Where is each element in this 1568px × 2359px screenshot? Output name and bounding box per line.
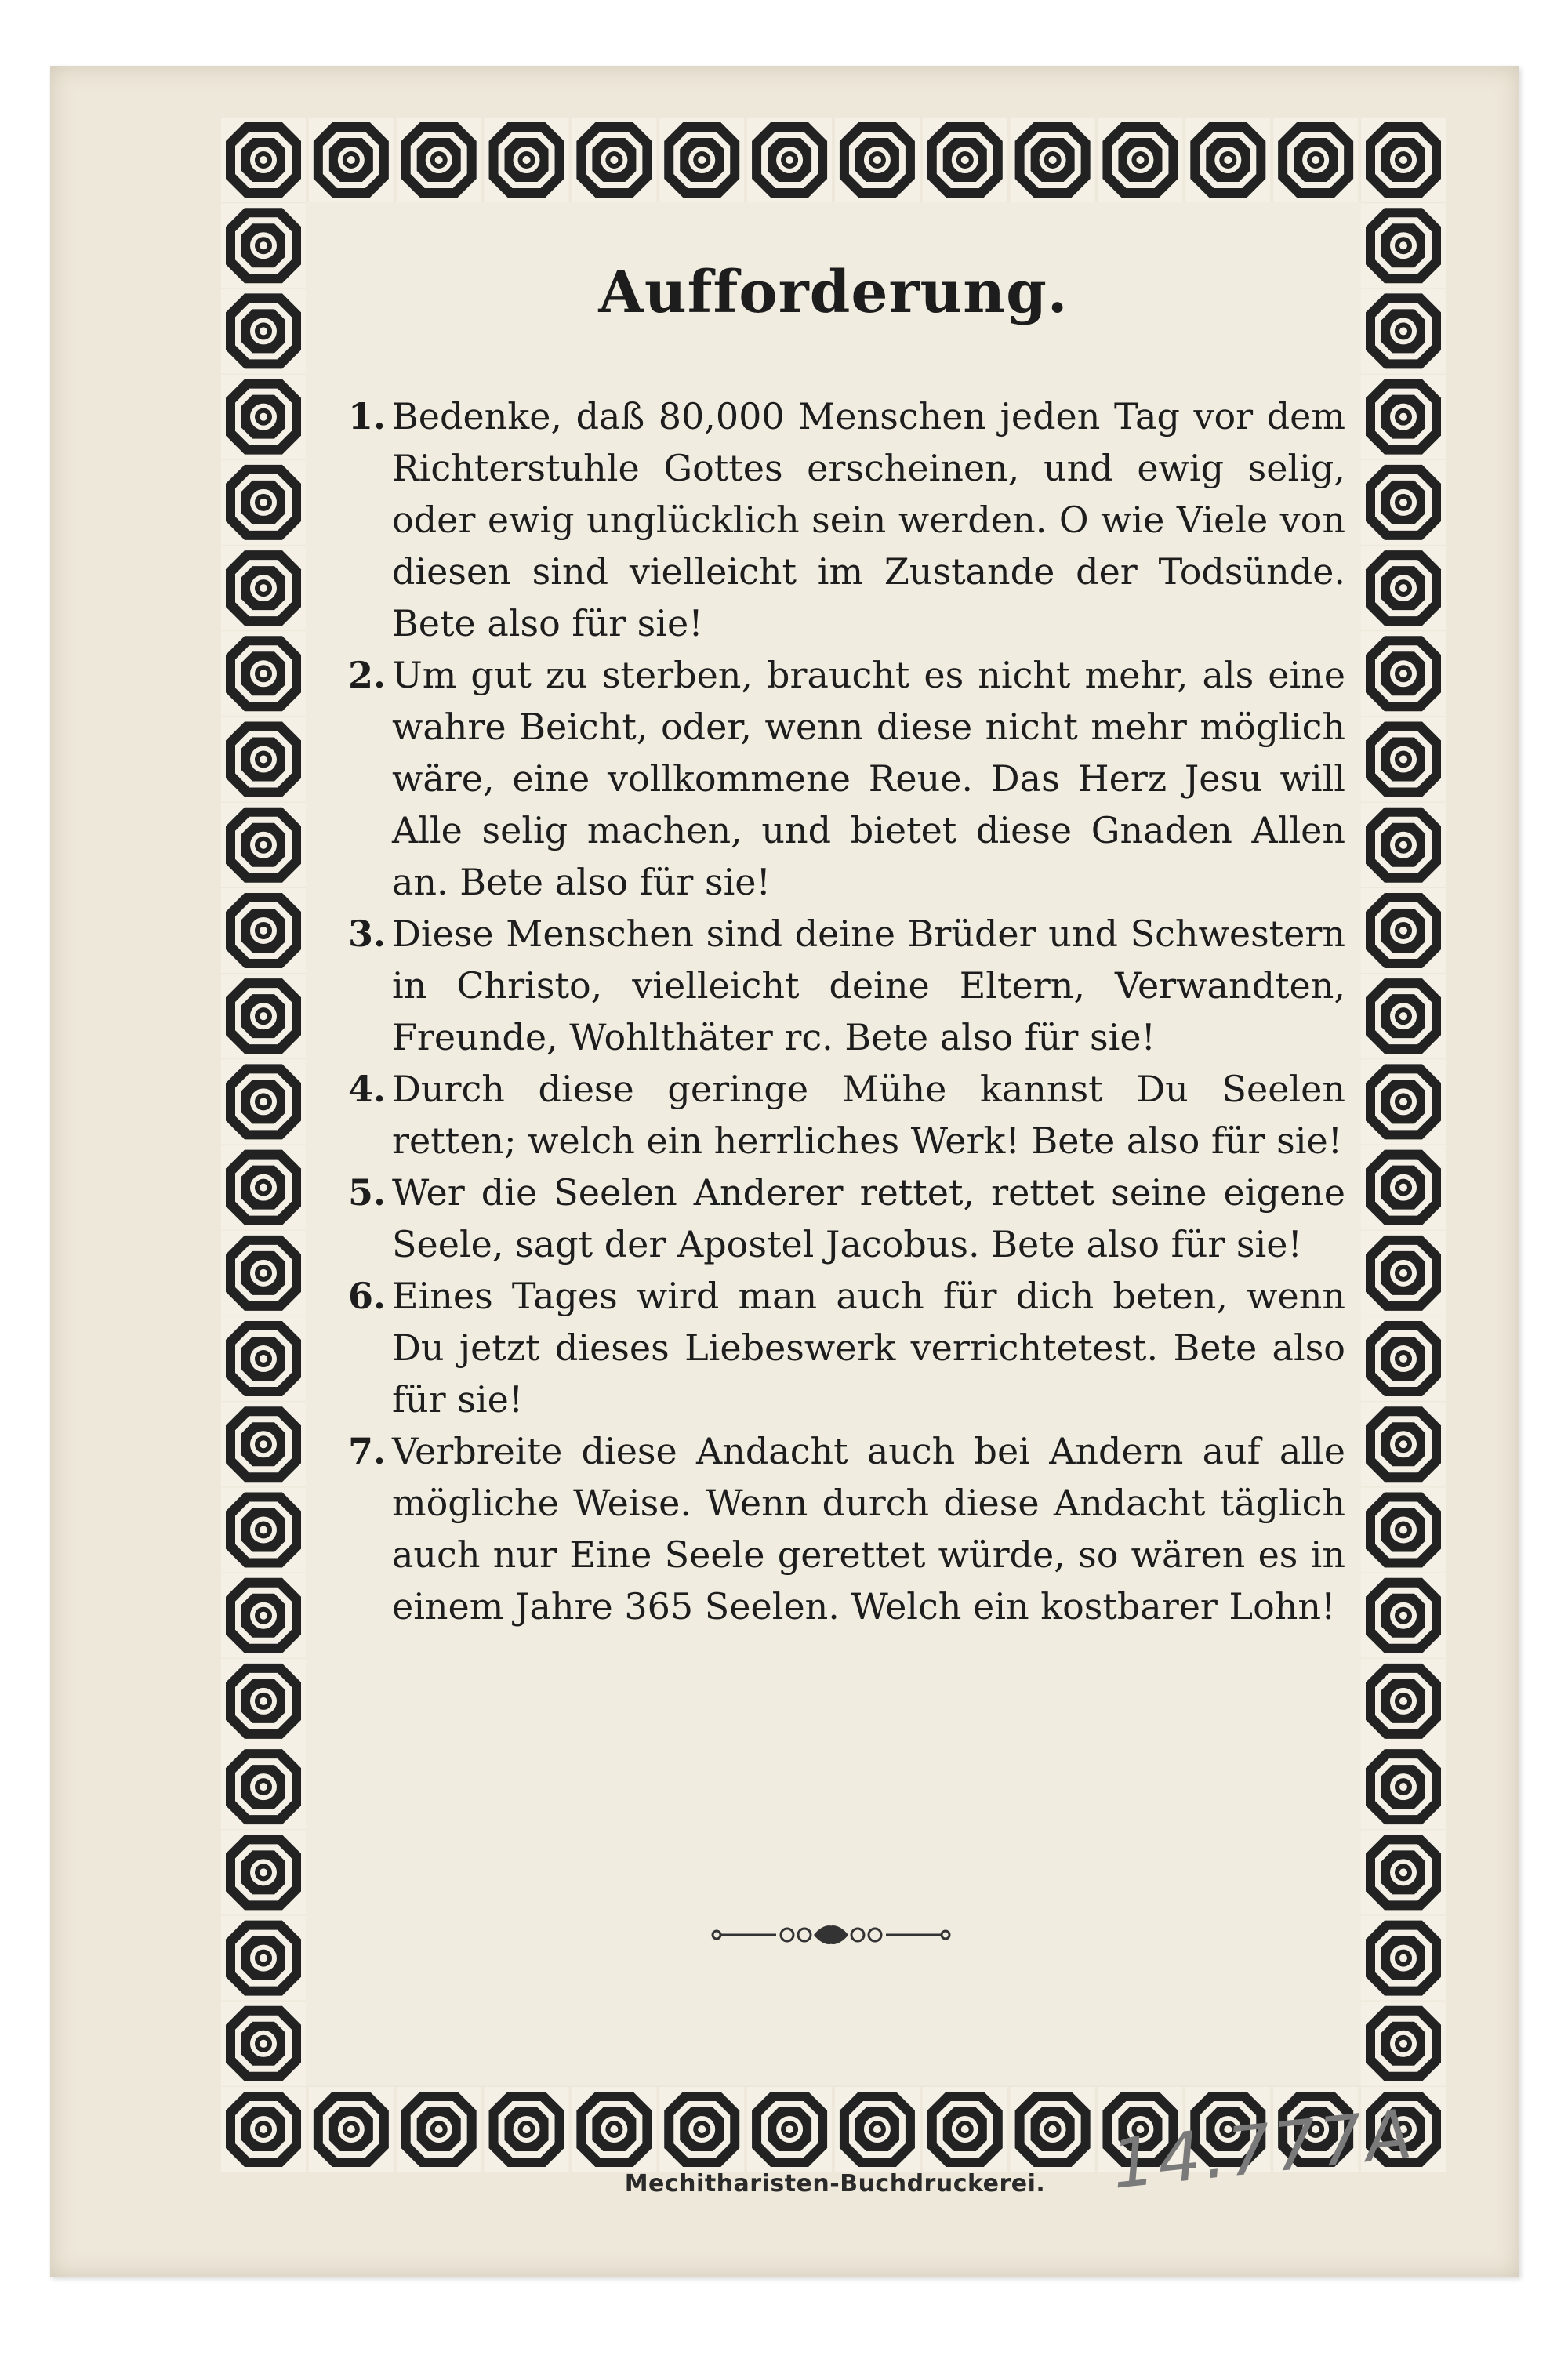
border-tile xyxy=(1361,803,1446,887)
border-tile xyxy=(1361,1487,1446,1572)
border-tile xyxy=(221,888,306,973)
border-tile xyxy=(221,203,306,288)
item-text: Eines Tages wird man auch für dich beten, wenn Du jetzt dieses Liebeswerk verrichtetest. Bete also für sie! xyxy=(392,1275,1345,1421)
border-tile xyxy=(1361,118,1446,202)
border-tile xyxy=(659,2087,744,2172)
list-item xyxy=(329,1270,1345,1425)
border-tile xyxy=(221,1659,306,1744)
card-title: Aufforderung. xyxy=(598,259,1069,326)
border-tile xyxy=(923,2087,1007,2172)
border-tile xyxy=(1361,1744,1446,1829)
border-tile xyxy=(221,1830,306,1914)
border-tile xyxy=(309,118,394,202)
border-tile xyxy=(1361,1145,1446,1230)
border-tile xyxy=(1361,1916,1446,2001)
border-tile xyxy=(1011,2087,1095,2172)
border-tile xyxy=(835,118,920,202)
border-tile xyxy=(221,803,306,887)
border-tile xyxy=(1361,203,1446,288)
item-text: Bedenke, daß 80,000 Menschen jeden Tag vor dem Richterstuhle Gottes erscheinen, und ewig selig, oder ewig unglücklich sein werden. O wie Viele von diesen sind vielleicht im Zustande der Todsünde. Bete also für sie! xyxy=(392,395,1345,644)
border-tile xyxy=(747,2087,832,2172)
item-text: Um gut zu sterben, braucht es nicht mehr, als eine wahre Beicht, oder, wenn diese nicht mehr möglich wäre, eine vollkommene Reue. Das Herz Jesu will Alle selig machen, und bietet diese Gnaden Allen an. Bete also für sie! xyxy=(392,654,1345,903)
border-tile xyxy=(923,118,1007,202)
border-tile xyxy=(221,974,306,1058)
border-tile xyxy=(659,118,744,202)
border-tile xyxy=(747,118,832,202)
border-tile xyxy=(221,118,306,202)
border-tile xyxy=(397,2087,481,2172)
border-tile xyxy=(572,2087,656,2172)
border-tile xyxy=(1361,2002,1446,2086)
border-tile xyxy=(309,2087,394,2172)
border-tile xyxy=(221,1145,306,1230)
item-number: 3. xyxy=(347,913,386,955)
border-tile xyxy=(221,631,306,716)
border-tile xyxy=(221,375,306,459)
border-tile xyxy=(1011,118,1095,202)
item-text: Verbreite diese Andacht auch bei Andern auf alle mögliche Weise. Wenn durch diese Andacht täglich auch nur Eine Seele gerettet würde, so wären es in einem Jahre 365 Seelen. Welch ein kostbarer Lohn! xyxy=(392,1430,1345,1628)
border-tile xyxy=(221,1573,306,1658)
border-tile xyxy=(1361,1659,1446,1744)
item-text: Durch diese geringe Mühe kannst Du Seelen retten; welch ein herrliches Werk! Bete also für sie! xyxy=(392,1068,1345,1162)
border-tile xyxy=(572,118,656,202)
item-number: 6. xyxy=(347,1275,386,1317)
border-tile xyxy=(221,1487,306,1572)
border-tile xyxy=(835,2087,920,2172)
item-number: 5. xyxy=(347,1171,386,1214)
border-tile xyxy=(221,1316,306,1401)
border-tile xyxy=(1273,118,1358,202)
border-tile xyxy=(1361,1231,1446,1316)
border-tile xyxy=(221,1744,306,1829)
printer-imprint: Mechitharisten-Buchdruckerei. xyxy=(624,2170,1046,2197)
border-tile xyxy=(485,2087,569,2172)
border-tile xyxy=(221,1402,306,1486)
list-item xyxy=(329,390,1345,649)
list-item xyxy=(329,1167,1345,1270)
item-text: Wer die Seelen Anderer rettet, rettet seine eigene Seele, sagt der Apostel Jacobus. Bete also für sie! xyxy=(392,1171,1345,1265)
item-number: 7. xyxy=(347,1430,386,1472)
border-tile xyxy=(221,1059,306,1144)
border-tile xyxy=(1361,888,1446,973)
border-tile xyxy=(1361,289,1446,373)
border-tile xyxy=(1361,1573,1446,1658)
border-tile xyxy=(221,289,306,373)
border-tile xyxy=(221,1231,306,1316)
border-tile xyxy=(1361,460,1446,545)
border-tile xyxy=(1361,546,1446,630)
border-tile xyxy=(221,1916,306,2001)
border-tile xyxy=(221,546,306,630)
border-tile xyxy=(1361,1830,1446,1914)
exhortation-list xyxy=(329,390,1345,1632)
border-tile xyxy=(1361,717,1446,802)
item-number: 2. xyxy=(347,654,386,696)
item-number: 1. xyxy=(347,395,386,437)
border-tile xyxy=(1098,118,1182,202)
border-tile xyxy=(397,118,481,202)
border-tile xyxy=(1361,1059,1446,1144)
list-item xyxy=(329,1425,1345,1632)
border-tile xyxy=(1361,1402,1446,1486)
item-number: 4. xyxy=(347,1068,386,1110)
border-tile xyxy=(1361,375,1446,459)
border-tile xyxy=(1361,631,1446,716)
list-item xyxy=(329,649,1345,908)
item-text: Diese Menschen sind deine Brüder und Schwestern in Christo, vielleicht deine Eltern, Verwandten, Freunde, Wohlthäter rc. Bete also für sie! xyxy=(392,913,1345,1058)
border-tile xyxy=(221,717,306,802)
border-tile xyxy=(1361,974,1446,1058)
divider-ornament xyxy=(706,1919,956,1951)
border-tile xyxy=(485,118,569,202)
border-tile xyxy=(221,2087,306,2172)
border-tile xyxy=(1185,118,1270,202)
list-item xyxy=(329,908,1345,1063)
border-tile xyxy=(221,2002,306,2086)
border-tile xyxy=(221,460,306,545)
list-item xyxy=(329,1063,1345,1167)
inventory-number: 14.777A xyxy=(1108,2094,1419,2205)
border-tile xyxy=(1361,1316,1446,1401)
